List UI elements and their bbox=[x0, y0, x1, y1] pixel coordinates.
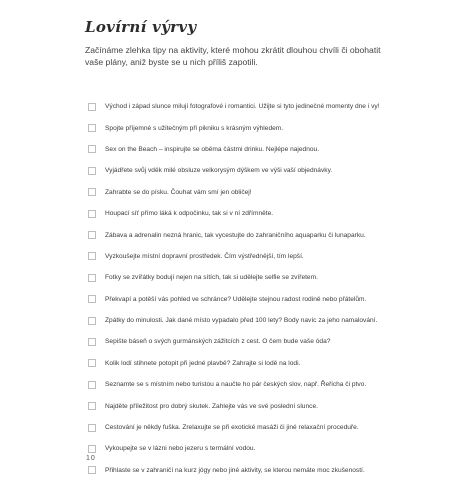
checkbox[interactable] bbox=[88, 445, 96, 453]
checklist-item bbox=[88, 160, 448, 181]
checkbox[interactable] bbox=[88, 359, 96, 367]
checklist-item-text: Vyjádřete svůj vděk milé obsluze velkorysým dýškem ve výši vaší objednávky. bbox=[105, 167, 333, 175]
checklist-item bbox=[88, 438, 448, 459]
checklist-item-text: Najděte příležitost pro dobrý skutek. Zahlejte vás ve své poslední slunce. bbox=[105, 402, 318, 410]
checklist-item bbox=[88, 224, 448, 245]
checklist-item-text: Zpátky do minulosti. Jak dané místo vypadalo před 100 lety? Body navíc za jeho namalování. bbox=[105, 317, 378, 325]
checklist-item bbox=[88, 117, 448, 138]
checklist-item-text: Spojte příjemné s užitečným při pikniku s krásným výhledem. bbox=[105, 124, 284, 132]
checkbox[interactable] bbox=[88, 124, 96, 132]
checklist-item-text: Vyzkoušejte místní dopravní prostředek. Čím výstřednější, tím lepší. bbox=[105, 252, 304, 260]
checklist-item-text: Překvapí a potěší vás pohled ve schránce? Udělejte stejnou radost rodině nebo přátelům. bbox=[105, 295, 367, 303]
checkbox[interactable] bbox=[88, 210, 96, 218]
checkbox[interactable] bbox=[88, 252, 96, 260]
checklist-item bbox=[88, 460, 448, 481]
checklist-item bbox=[88, 331, 448, 352]
checklist-item-text: Zábava a adrenalin nezná hranic, tak vycestujte do zahraničního aquaparku či lunaparku. bbox=[105, 231, 366, 239]
page-number: 10 bbox=[86, 455, 96, 462]
checklist-item bbox=[88, 267, 448, 288]
page-title: Lovírní výrvy bbox=[85, 18, 197, 36]
checkbox[interactable] bbox=[88, 274, 96, 282]
checklist-item-text: Východ i západ slunce milují fotografové i romantici. Užijte si tyto jedinečné momenty dne i vy! bbox=[105, 103, 380, 111]
checklist-item-text: Sepište báseň o svých gurmánských zážitcích z cest. O čem bude vaše óda? bbox=[105, 338, 331, 346]
activity-checklist bbox=[88, 96, 448, 481]
checklist-item-text: Vykoupejte se v lázni nebo jezeru s termální vodou. bbox=[105, 445, 256, 453]
checklist-item bbox=[88, 139, 448, 160]
checkbox[interactable] bbox=[88, 317, 96, 325]
checklist-item-text: Fotky se zvířátky bodují nejen na sítích, tak si udělejte selfie se zvířetem. bbox=[105, 274, 318, 282]
checkbox[interactable] bbox=[88, 145, 96, 153]
checklist-item bbox=[88, 310, 448, 331]
checklist-item bbox=[88, 353, 448, 374]
checkbox[interactable] bbox=[88, 466, 96, 474]
checkbox[interactable] bbox=[88, 424, 96, 432]
checklist-item bbox=[88, 182, 448, 203]
checklist-item-text: Přihlaste se v zahraničí na kurz jógy nebo jiné aktivity, se kterou nemáte moc zkušeností. bbox=[105, 466, 365, 474]
checklist-item bbox=[88, 96, 448, 117]
checklist-item-text: Kolik lodí stihnete potopit při jedné plavbě? Zahrajte si lodě na lodi. bbox=[105, 359, 301, 367]
checkbox[interactable] bbox=[88, 402, 96, 410]
checkbox[interactable] bbox=[88, 103, 96, 111]
checklist-item-text: Seznamte se s místním nebo turistou a naučte ho pár českých slov, např. Řeřicha či ptvo. bbox=[105, 381, 367, 389]
checklist-item-text: Sex on the Beach – inspirujte se oběma částmi drinku. Nejlépe najednou. bbox=[105, 145, 320, 153]
checklist-item bbox=[88, 417, 448, 438]
checklist-item-text: Houpací síť přímo láká k odpočinku, tak si v ní zdřímněte. bbox=[105, 210, 274, 218]
intro-paragraph: Začínáme zlehka tipy na aktivity, které mohou zkrátit dlouhou chvíli či obohatit vaše plány, aniž byste se u nich příliš zapotili. bbox=[85, 45, 381, 67]
checkbox[interactable] bbox=[88, 231, 96, 239]
checkbox[interactable] bbox=[88, 188, 96, 196]
checkbox[interactable] bbox=[88, 381, 96, 389]
checklist-item bbox=[88, 374, 448, 395]
checklist-item bbox=[88, 395, 448, 416]
checklist-item bbox=[88, 246, 448, 267]
checklist-item-text: Cestování je někdy fuška. Zrelaxujte se při exotické masáži či jiné relaxační proceduře. bbox=[105, 424, 359, 432]
checklist-item bbox=[88, 289, 448, 310]
checkbox[interactable] bbox=[88, 295, 96, 303]
checklist-item bbox=[88, 203, 448, 224]
checklist-item-text: Zahrabte se do písku. Čouhat vám smí jen obličej! bbox=[105, 188, 252, 196]
checkbox[interactable] bbox=[88, 167, 96, 175]
checkbox[interactable] bbox=[88, 338, 96, 346]
